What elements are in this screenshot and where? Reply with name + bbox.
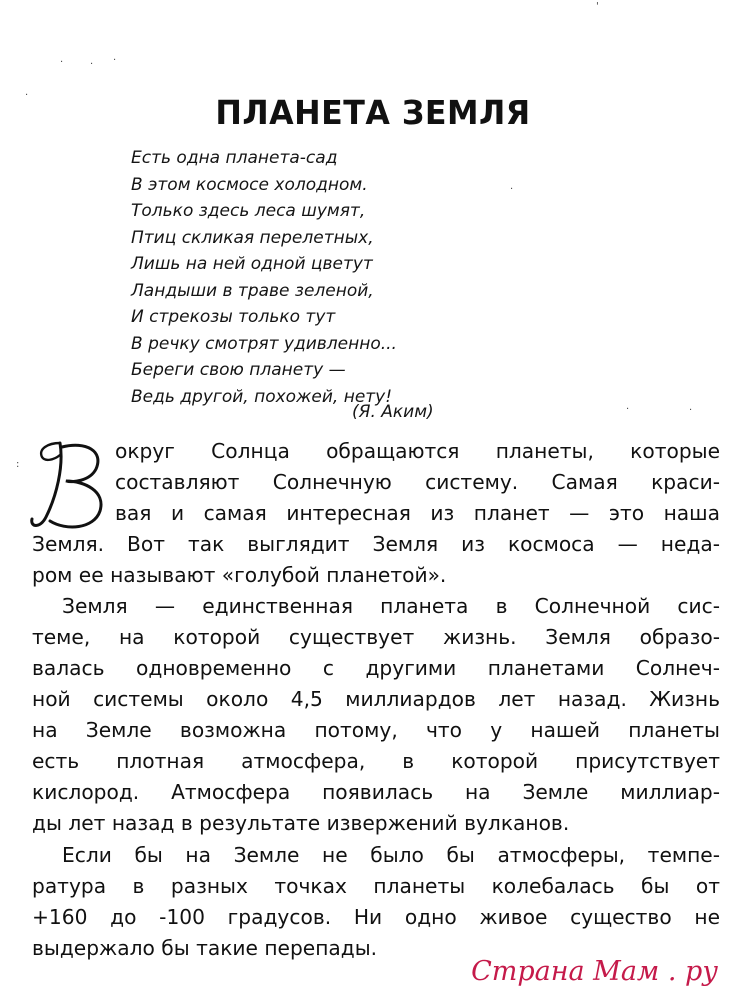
- text-line: ной системы около 4,5 миллиардов лет назад. Жизнь: [32, 687, 720, 711]
- text-line: кислород. Атмосфера появилась на Земле миллиар-: [32, 780, 720, 804]
- scan-speck: ·: [60, 57, 64, 68]
- text-line: теме, на которой существует жизнь. Земля образо-: [32, 625, 720, 649]
- text-line: ды лет назад в результате извержений вулканов.: [32, 811, 570, 835]
- paragraph-1-wrap: [115, 436, 720, 529]
- dropcap-letter: [26, 437, 110, 533]
- scan-speck: ·: [510, 184, 514, 195]
- poem-line: Лишь на ней одной цветут: [131, 254, 373, 274]
- paragraph-2: [32, 591, 720, 839]
- text-line: Земля. Вот так выглядит Земля из космоса — неда-: [32, 532, 720, 556]
- page-title: ПЛАНЕТА ЗЕМЛЯ: [215, 93, 531, 132]
- text-line: ратура в разных точках планеты колебалась бы от: [32, 874, 720, 898]
- text-line: валась одновременно с другими планетами Солнеч-: [32, 656, 720, 680]
- text-line: вая и самая интересная из планет — это наша: [115, 501, 720, 525]
- poem-line: Береги свою планету —: [131, 360, 346, 380]
- poem: [131, 145, 397, 410]
- text-line: Земля — единственная планета в Солнечной сис-: [62, 594, 720, 618]
- poem-line: Ведь другой, похожей, нету!: [131, 386, 393, 407]
- watermark: Страна Мам . ру: [471, 956, 718, 987]
- poem-line: Есть одна планета-сад: [131, 148, 338, 168]
- scan-speck: ·: [113, 55, 117, 66]
- text-line: округ Солнца обращаются планеты, которые: [115, 439, 720, 463]
- paragraph-1-tail: [32, 529, 720, 591]
- text-line: Если бы на Земле не было бы атмосферы, темпе-: [62, 843, 720, 867]
- poem-line: Только здесь леса шумят,: [131, 201, 366, 221]
- scan-speck: ·: [25, 90, 29, 101]
- poem-author: (Я. Аким): [352, 402, 434, 422]
- text-line: на Земле возможна потому, что у нашей планеты: [32, 718, 720, 742]
- text-line: +160 до -100 градусов. Ни одно живое существо не: [32, 905, 720, 929]
- scan-speck: ': [596, 1, 599, 12]
- scan-speck: ·: [626, 404, 630, 415]
- scan-speck: ·: [90, 59, 94, 70]
- scan-speck: :: [16, 459, 20, 470]
- poem-line: Ландыши в траве зеленой,: [131, 280, 374, 301]
- text-line: ром ее называют «голубой планетой».: [32, 563, 447, 587]
- paragraph-3: [32, 840, 720, 964]
- text-line: есть плотная атмосфера, в которой присутствует: [32, 749, 720, 773]
- poem-line: И стрекозы только тут: [131, 307, 336, 327]
- text-line: составляют Солнечную систему. Самая краси-: [115, 470, 720, 494]
- poem-line: В речку смотрят удивленно...: [131, 333, 397, 354]
- poem-line: В этом космосе холодном.: [131, 174, 368, 195]
- poem-line: Птиц скликая перелетных,: [131, 227, 374, 248]
- scan-speck: ·: [689, 405, 693, 416]
- text-line: выдержало бы такие перепады.: [32, 936, 378, 960]
